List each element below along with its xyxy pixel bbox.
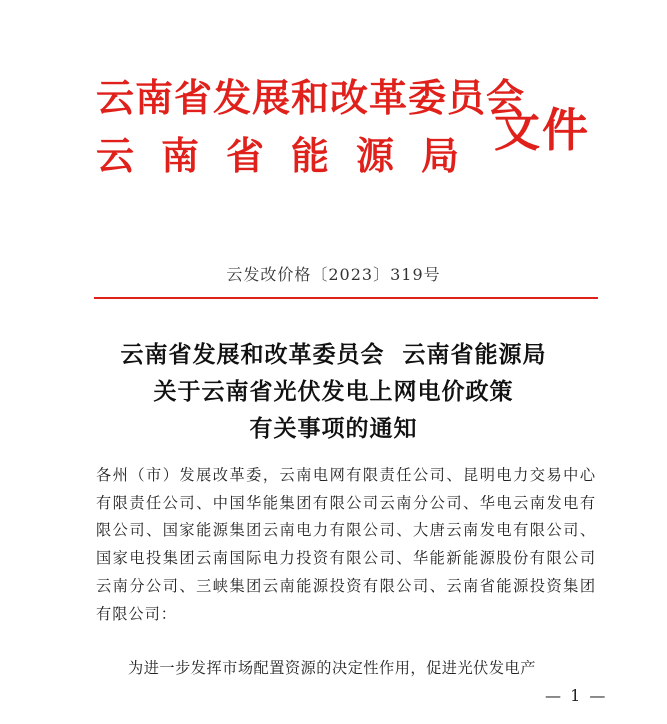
page-number: — 1 — [545,686,608,705]
red-divider [94,297,598,299]
file-label: 文件 [494,103,590,157]
document-number: 云发改价格〔2023〕319号 [226,265,441,284]
issuer-name-1: 云南省发展和改革委员会 [96,75,526,120]
title-line-3: 有关事项的通知 [249,415,418,442]
red-header [96,72,616,192]
title-line-1: 云南省发展和改革委员会 云南省能源局 [120,341,547,368]
document-title [0,336,667,447]
issuer-name-2: 云南省能源局 [96,133,487,178]
body-paragraph: 为进一步发挥市场配置资源的决定性作用，促进光伏发电产 [128,659,536,677]
recipient-list: 各州（市）发展改革委，云南电网有限责任公司、昆明电力交易中心有限责任公司、中国华能集团有限公司云南分公司、华电云南发电有限公司、国家能源集团云南电力有限公司、大唐云南发电有限公司、国家电投集团云南国际电力投资有限公司、华能新能源股份有限公司云南分公司、三峡集团云南能源投资有限公司、云南省能源投资集团有限公司： [96,466,596,623]
title-line-2: 关于云南省光伏发电上网电价政策 [153,378,514,405]
